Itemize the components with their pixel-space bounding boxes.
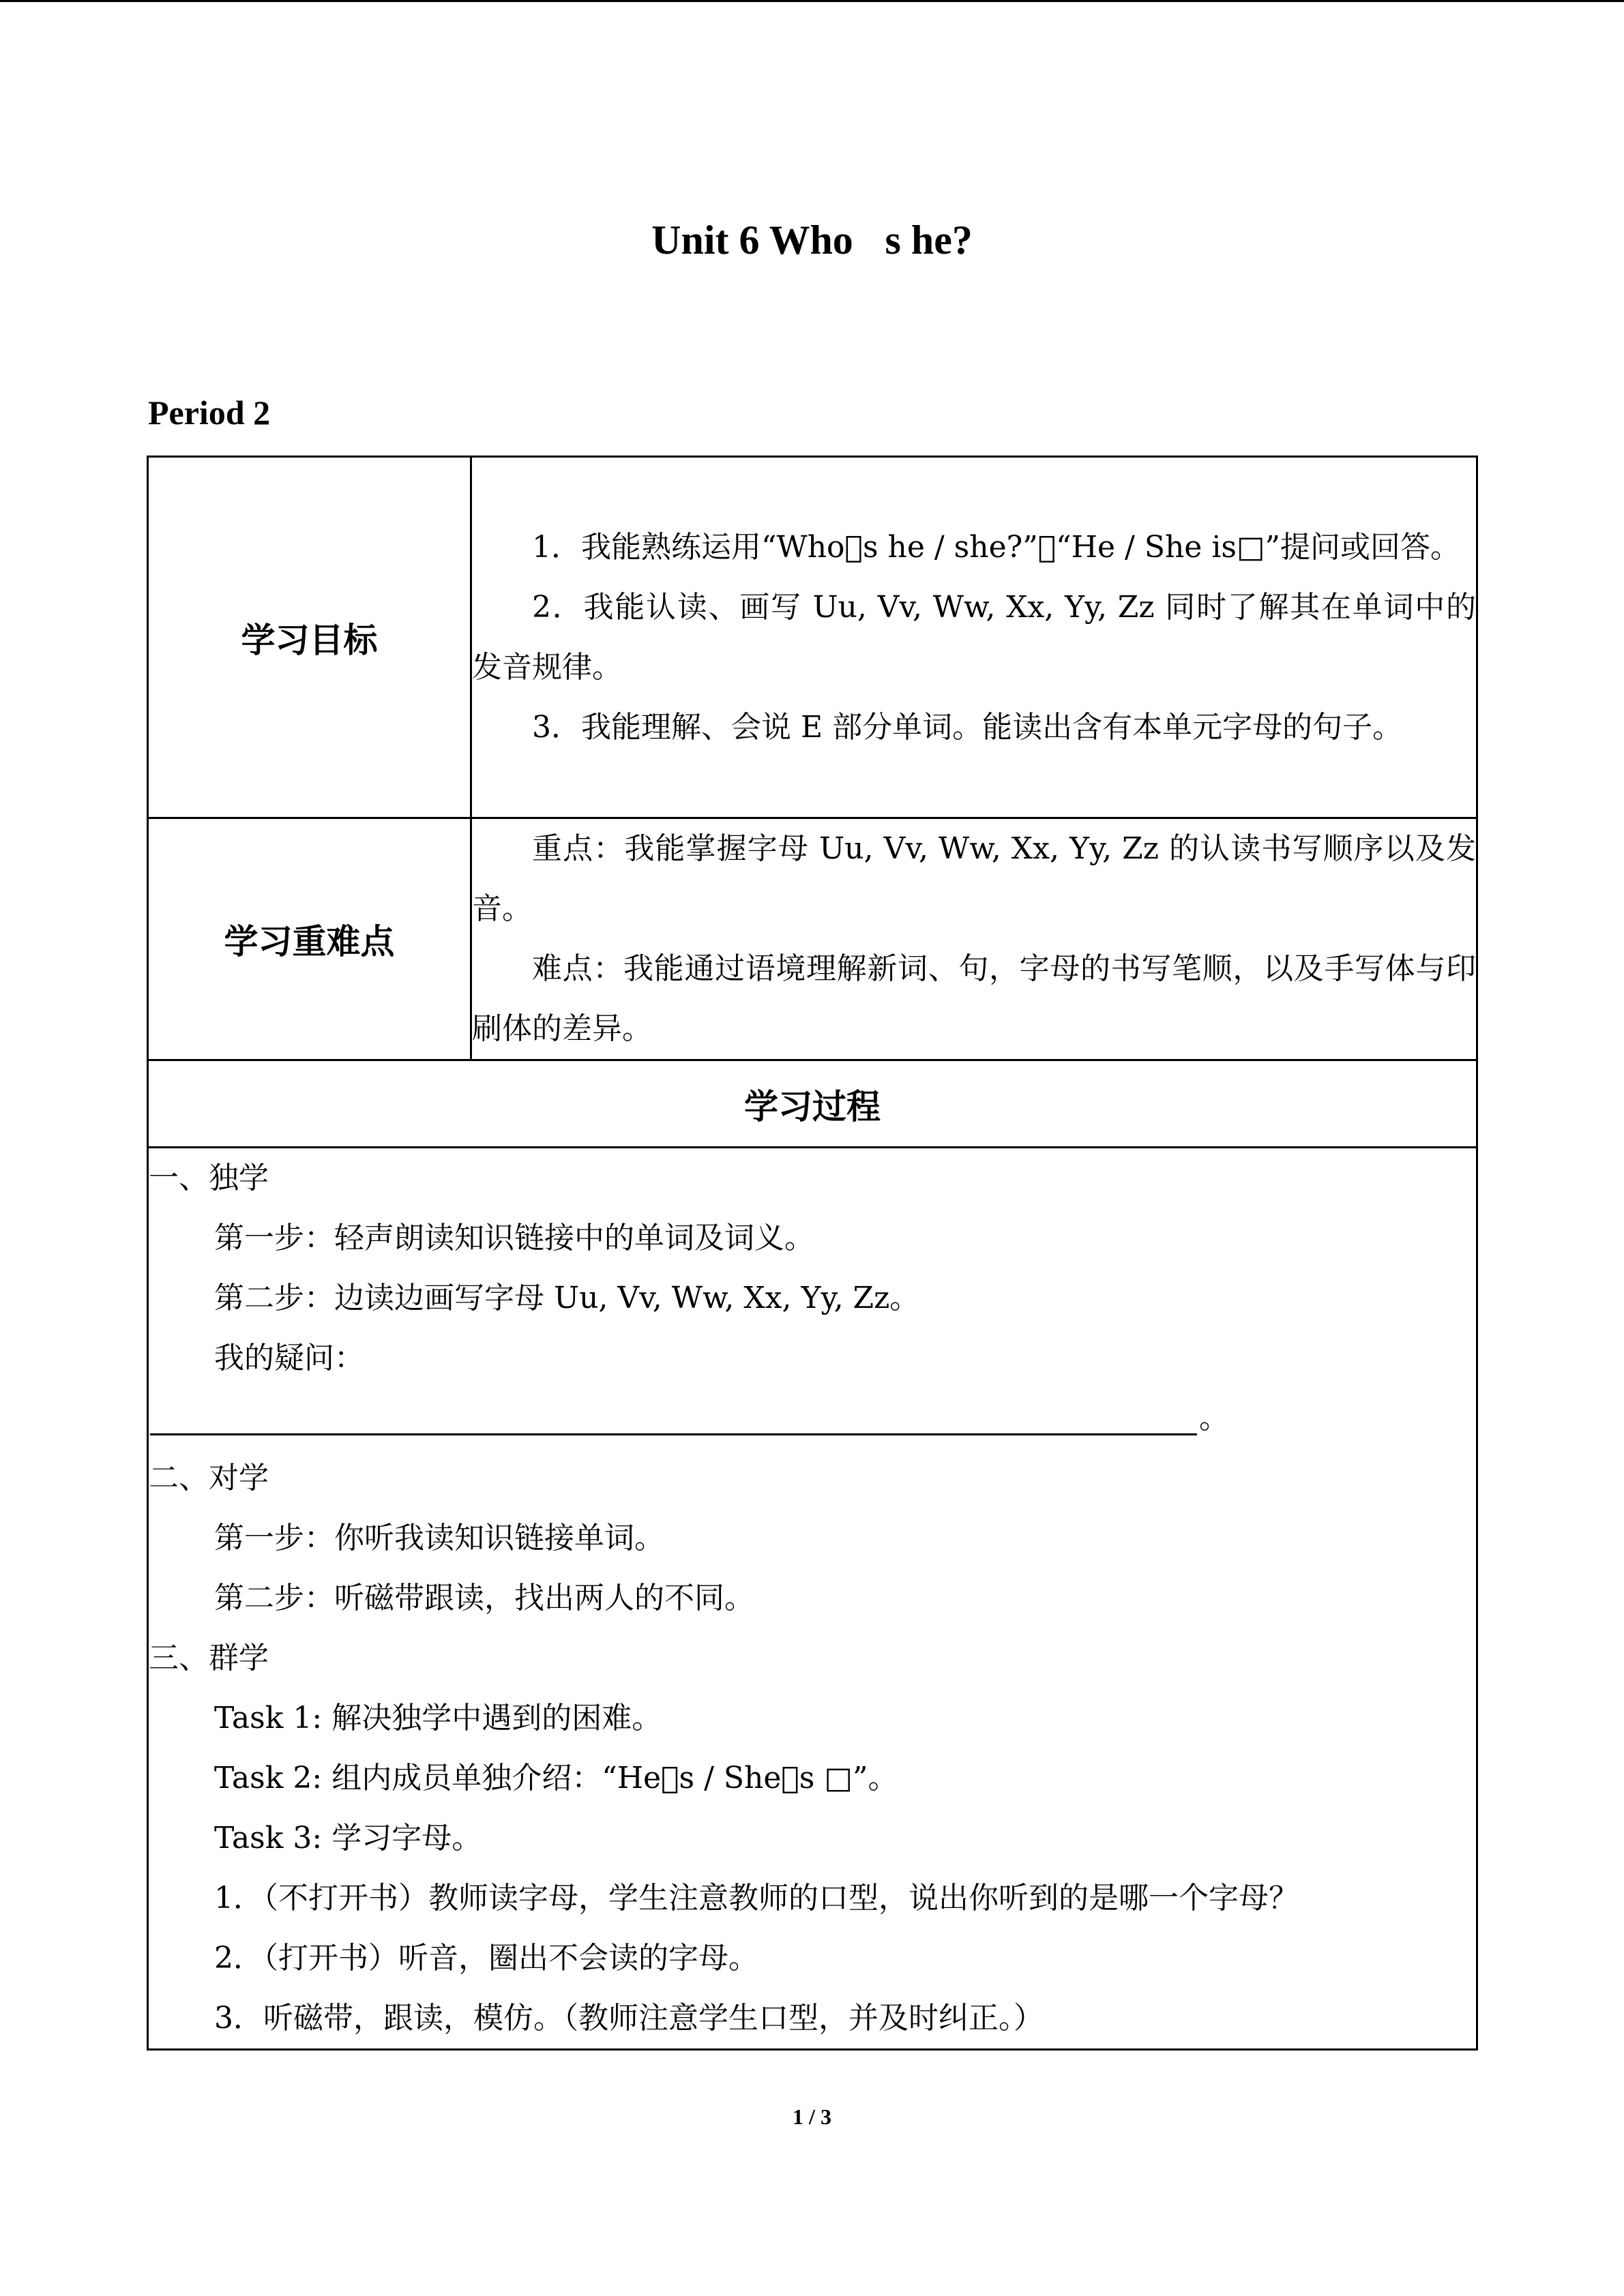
key-point-focus: 重点：我能掌握字母 Uu, Vv, Ww, Xx, Yy, Zz 的认读书写顺序以及发音。 <box>472 831 1476 926</box>
group-study-heading: 三、群学 <box>149 1641 269 1675</box>
process-body-row <box>148 1148 1477 2050</box>
letter-activity-2: 2．（打开书）听音，圈出不会读的字母。 <box>214 1941 758 1976</box>
letter-activity-1: 1．（不打开书）教师读字母，学生注意教师的口型，说出你听到的是哪一个字母？ <box>214 1881 1299 1915</box>
key-points-row <box>148 818 1477 1060</box>
top-border <box>0 0 1624 2</box>
self-study-step-2: 第二步：边读边画写字母 Uu, Vv, Ww, Xx, Yy, Zz。 <box>214 1281 920 1315</box>
process-header-row <box>148 1060 1477 1148</box>
process-content <box>148 1148 1477 2050</box>
goal-item-1: 1．我能熟练运用“Who s he / she?”，“He / She is□”提问或回答。 <box>532 529 1461 565</box>
self-study-step-1: 第一步：轻声朗读知识链接中的单词及词义。 <box>214 1221 814 1255</box>
group-task-3: Task 3: 学习字母。 <box>214 1821 482 1855</box>
pair-study-heading: 二、对学 <box>149 1461 269 1495</box>
document-title: Unit 6 Who s he? <box>651 218 973 263</box>
lesson-plan-table <box>147 456 1478 2051</box>
process-header: 学习过程 <box>148 1060 1477 1148</box>
period-heading: Period 2 <box>148 393 271 432</box>
key-points-label: 学习重难点 <box>148 818 471 1060</box>
key-point-difficulty: 难点：我能通过语境理解新词、句，字母的书写笔顺，以及手写体与印刷体的差异。 <box>472 951 1476 1046</box>
key-points-content <box>471 818 1477 1060</box>
goals-label: 学习目标 <box>148 457 471 818</box>
goal-item-2: 2．我能认读、画写 Uu, Vv, Ww, Xx, Yy, Zz 同时了解其在单词中的发音规律。 <box>472 589 1476 685</box>
goal-item-3: 3．我能理解、会说 E 部分单词。能读出含有本单元字母的句子。 <box>532 709 1403 745</box>
self-study-heading: 一、独学 <box>149 1161 269 1195</box>
question-answer-blank[interactable] <box>149 1388 1476 1448</box>
answer-underline <box>150 1433 1197 1435</box>
pair-study-step-2: 第二步：听磁带跟读，找出两人的不同。 <box>214 1581 754 1615</box>
page-number: 1 / 3 <box>793 2104 831 2129</box>
group-task-2: Task 2: 组内成员单独介绍：“He s / She s □”。 <box>214 1761 898 1795</box>
group-task-1: Task 1: 解决独学中遇到的困难。 <box>214 1701 662 1735</box>
question-label: 我的疑问： <box>214 1341 364 1375</box>
pair-study-step-1: 第一步：你听我读知识链接单词。 <box>214 1521 664 1555</box>
blank-end-mark: 。 <box>1199 1401 1229 1435</box>
letter-activity-3: 3．听磁带，跟读，模仿。（教师注意学生口型，并及时纠正。） <box>214 2001 1044 2036</box>
goals-content <box>471 457 1477 818</box>
goals-row <box>148 457 1477 818</box>
